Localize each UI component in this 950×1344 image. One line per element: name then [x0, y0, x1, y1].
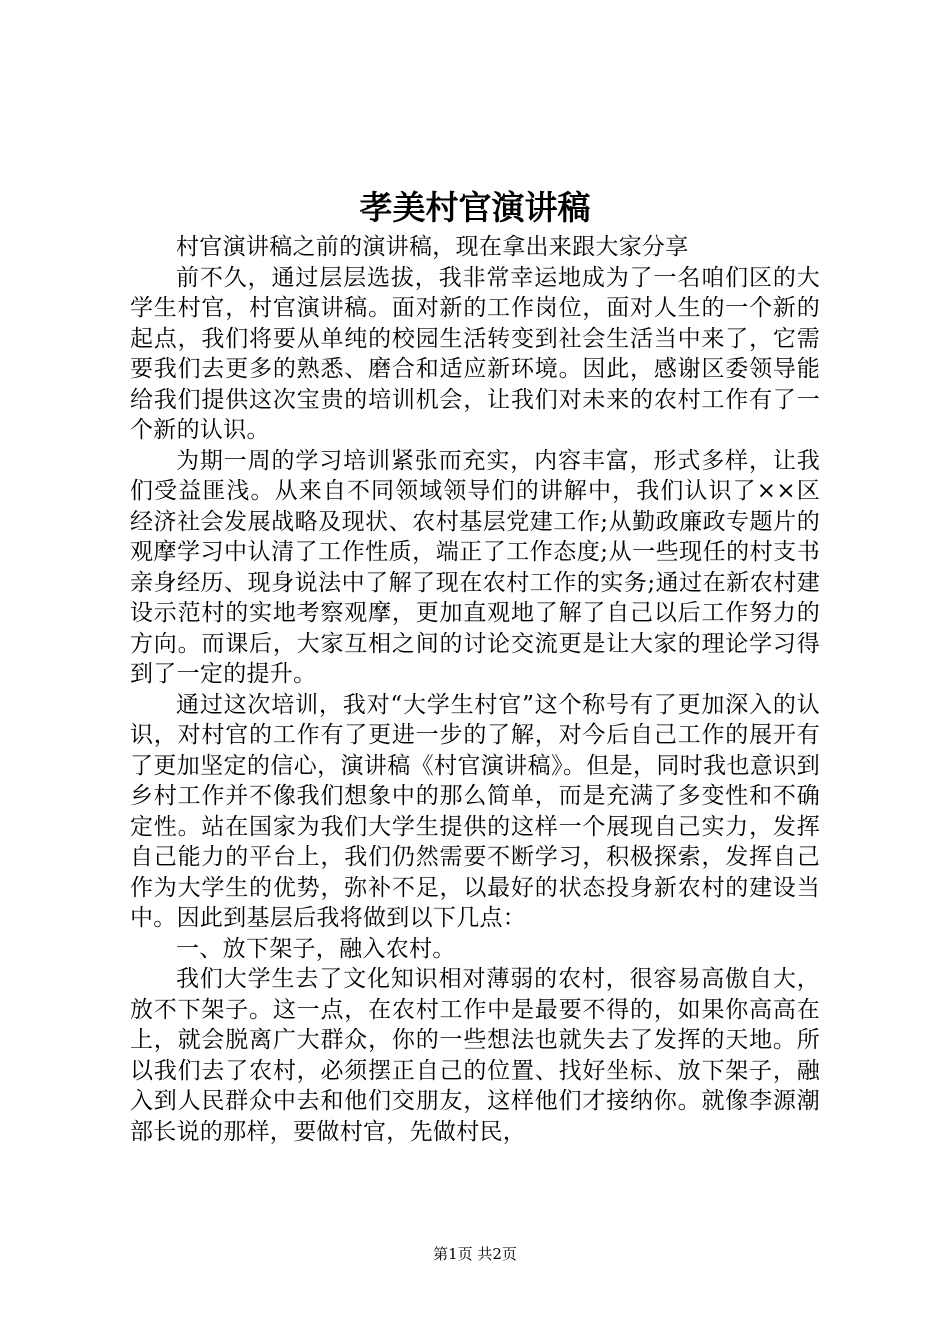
section-heading: 一、放下架子，融入农村。 — [176, 935, 456, 962]
document-body — [130, 232, 820, 1147]
paragraph: 前不久，通过层层选拔，我非常幸运地成为了一名咱们区的大学生村官，村官演讲稿。面对新的工作岗位，面对人生的一个新的起点，我们将要从单纯的校园生活转变到社会生活当中来了，它需要我们去更多的熟悉、磨合和适应新环境。因此，感谢区委领导能给我们提供这次宝贵的培训机会，让我们对未来的农村工作有了一个新的认识。 — [130, 264, 820, 443]
paragraph: 通过这次培训，我对“大学生村官”这个称号有了更加深入的认识，对村官的工作有了更进一步的了解，对今后自己工作的展开有了更加坚定的信心，演讲稿《村官演讲稿》。但是，同时我也意识到乡村工作并不像我们想象中的那么简单，而是充满了多变性和不确定性。站在国家为我们大学生提供的这样一个展现自己实力，发挥自己能力的平台上，我们仍然需要不断学习，积极探索，发挥自己作为大学生的优势，弥补不足，以最好的状态投身新农村的建设当中。因此到基层后我将做到以下几点： — [130, 691, 820, 931]
paragraph: 我们大学生去了文化知识相对薄弱的农村，很容易高傲自大，放不下架子。这一点，在农村工作中是最要不得的，如果你高高在上，就会脱离广大群众，你的一些想法也就失去了发挥的天地。所以我们去了农村，必须摆正自己的位置、找好坐标、放下架子，融入到人民群众中去和他们交朋友，这样他们才接纳你。就像李源潮部长说的那样，要做村官，先做村民， — [130, 966, 820, 1145]
paragraph: 为期一周的学习培训紧张而充实，内容丰富，形式多样，让我们受益匪浅。从来自不同领域领导们的讲解中，我们认识了××区经济社会发展战略及现状、农村基层党建工作;从勤政廉政专题片的观摩学习中认清了工作性质，端正了工作态度;从一些现任的村支书亲身经历、现身说法中了解了现在农村工作的实务;通过在新农村建设示范村的实地考察观摩，更加直观地了解了自己以后工作努力的方向。而课后，大家互相之间的讨论交流更是让大家的理论学习得到了一定的提升。 — [130, 447, 820, 687]
document-title: 孝美村官演讲稿 — [359, 188, 591, 227]
paragraph: 村官演讲稿之前的演讲稿，现在拿出来跟大家分享 — [176, 234, 689, 260]
page-footer: 第1页 共2页 — [433, 1245, 517, 1263]
